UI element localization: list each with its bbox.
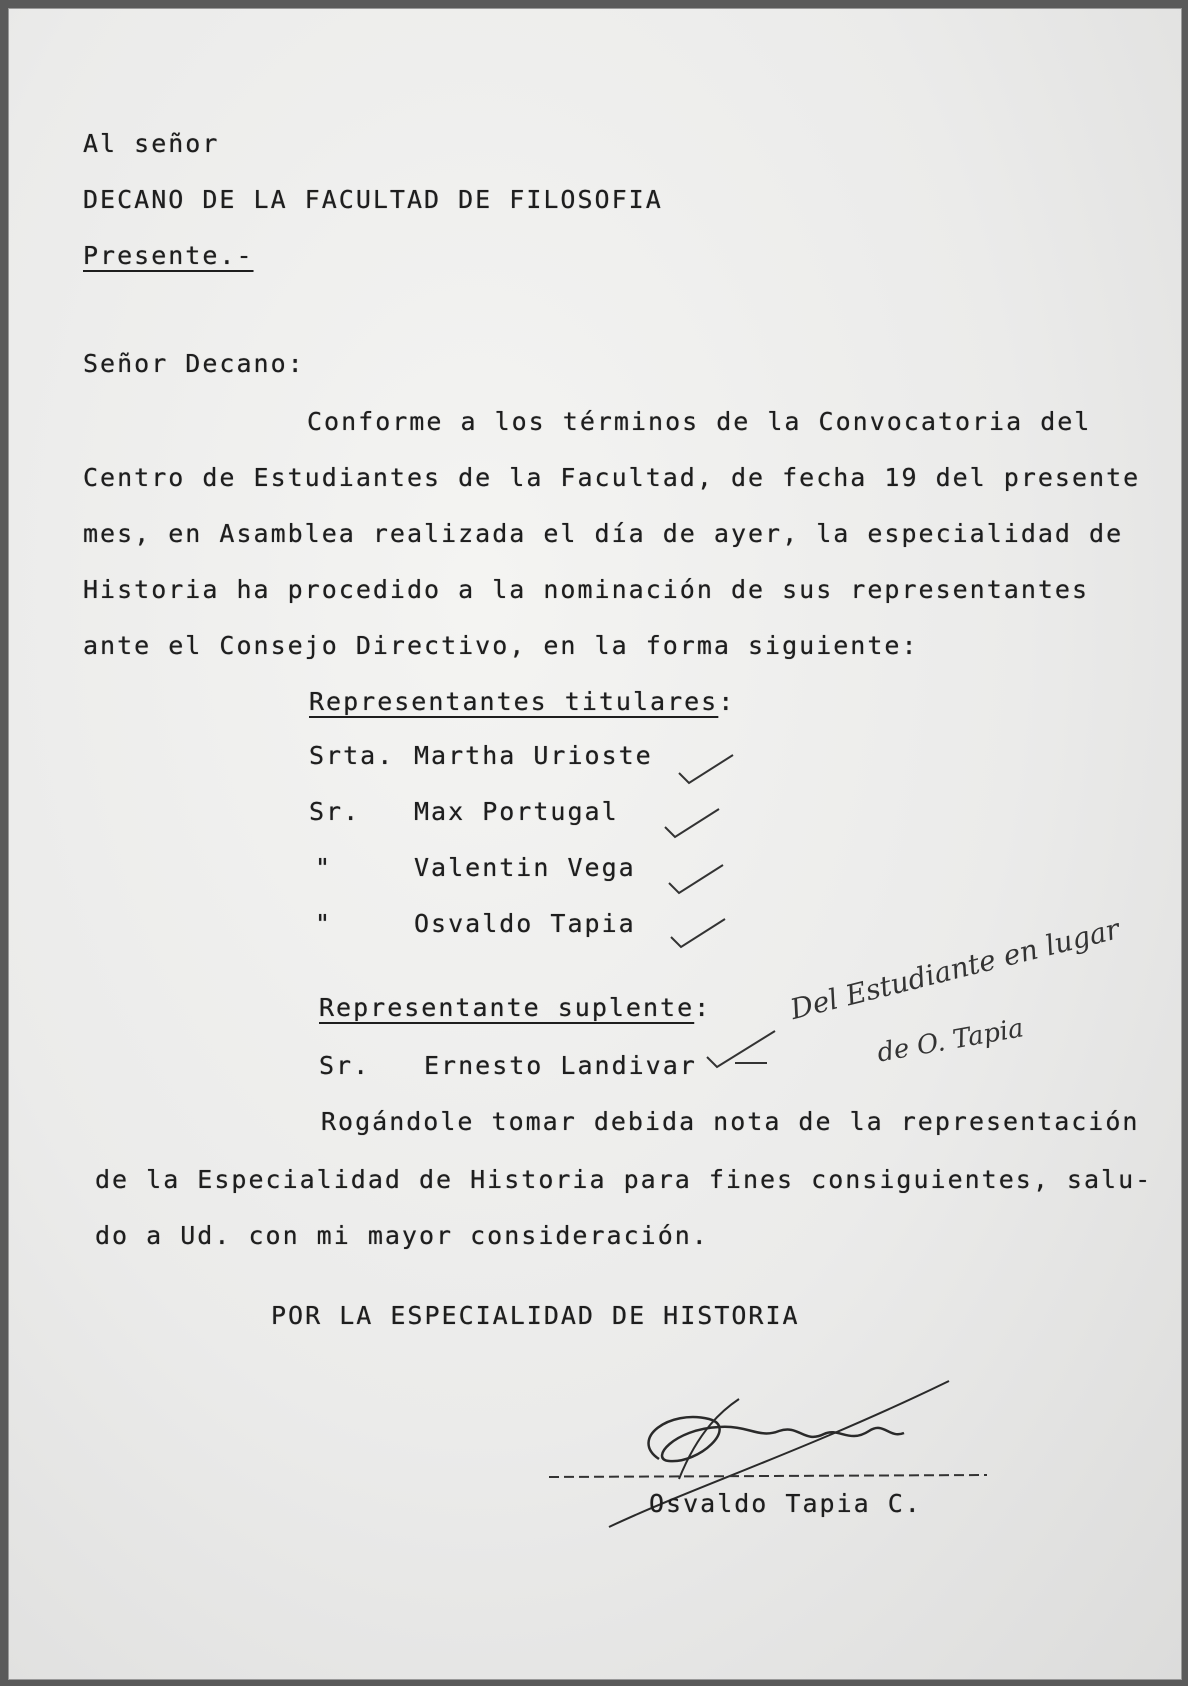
- titulares-heading: Representantes titulares:: [309, 687, 736, 716]
- titulares-heading-text: Representantes titulares: [309, 687, 719, 716]
- handwritten-note-line-1: Del Estudiante en lugar: [787, 912, 1123, 1027]
- body-line-5: ante el Consejo Directivo, en la forma siguiente:: [83, 631, 919, 660]
- suplente-heading-text: Representante suplente: [319, 993, 695, 1022]
- body-line-4: Historia ha procedido a la nominación de sus representantes: [83, 575, 1090, 604]
- titular-2-title: Sr.: [309, 797, 361, 826]
- titular-3-name: Valentin Vega: [414, 853, 636, 882]
- titular-1-name: Martha Urioste: [414, 741, 653, 770]
- titular-1-title: Srta.: [309, 741, 395, 770]
- body-line-1: Conforme a los términos de la Convocatoria del: [307, 407, 1092, 436]
- on-behalf-line: POR LA ESPECIALIDAD DE HISTORIA: [271, 1301, 800, 1330]
- suplente-title: Sr.: [319, 1051, 371, 1080]
- body-line-2: Centro de Estudiantes de la Facultad, de fecha 19 del presente: [83, 463, 1141, 492]
- check-mark-icon: [677, 751, 737, 791]
- suplente-heading: Representante suplente:: [319, 993, 712, 1022]
- titular-2-name: Max Portugal: [414, 797, 619, 826]
- closing-line-1: Rogándole tomar debida nota de la representación: [321, 1107, 1140, 1136]
- check-mark-icon: [705, 1025, 785, 1075]
- titular-3-title: ": [315, 853, 333, 882]
- salutation-to: Al señor: [83, 129, 220, 158]
- presente-line: Presente.-: [83, 241, 254, 270]
- titular-4-title: ": [315, 909, 333, 938]
- signature-scribble: [549, 1369, 1009, 1549]
- closing-line-3: do a Ud. con mi mayor consideración.: [95, 1221, 709, 1250]
- check-mark-icon: [669, 915, 729, 955]
- titular-4-name: Osvaldo Tapia: [414, 909, 636, 938]
- check-mark-icon: [663, 805, 723, 845]
- suplente-name: Ernesto Landivar: [424, 1051, 697, 1080]
- letter-page: [8, 8, 1182, 1680]
- recipient-title: DECANO DE LA FACULTAD DE FILOSOFIA: [83, 185, 663, 214]
- check-mark-icon: [667, 861, 727, 901]
- handwritten-note-line-2: de O. Tapia: [875, 1013, 1026, 1069]
- greeting: Señor Decano:: [83, 349, 305, 378]
- body-line-3: mes, en Asamblea realizada el día de ayer, la especialidad de: [83, 519, 1124, 548]
- signatory-name: Osvaldo Tapia C.: [649, 1489, 922, 1518]
- closing-line-2: de la Especialidad de Historia para fines consiguientes, salu-: [95, 1165, 1153, 1194]
